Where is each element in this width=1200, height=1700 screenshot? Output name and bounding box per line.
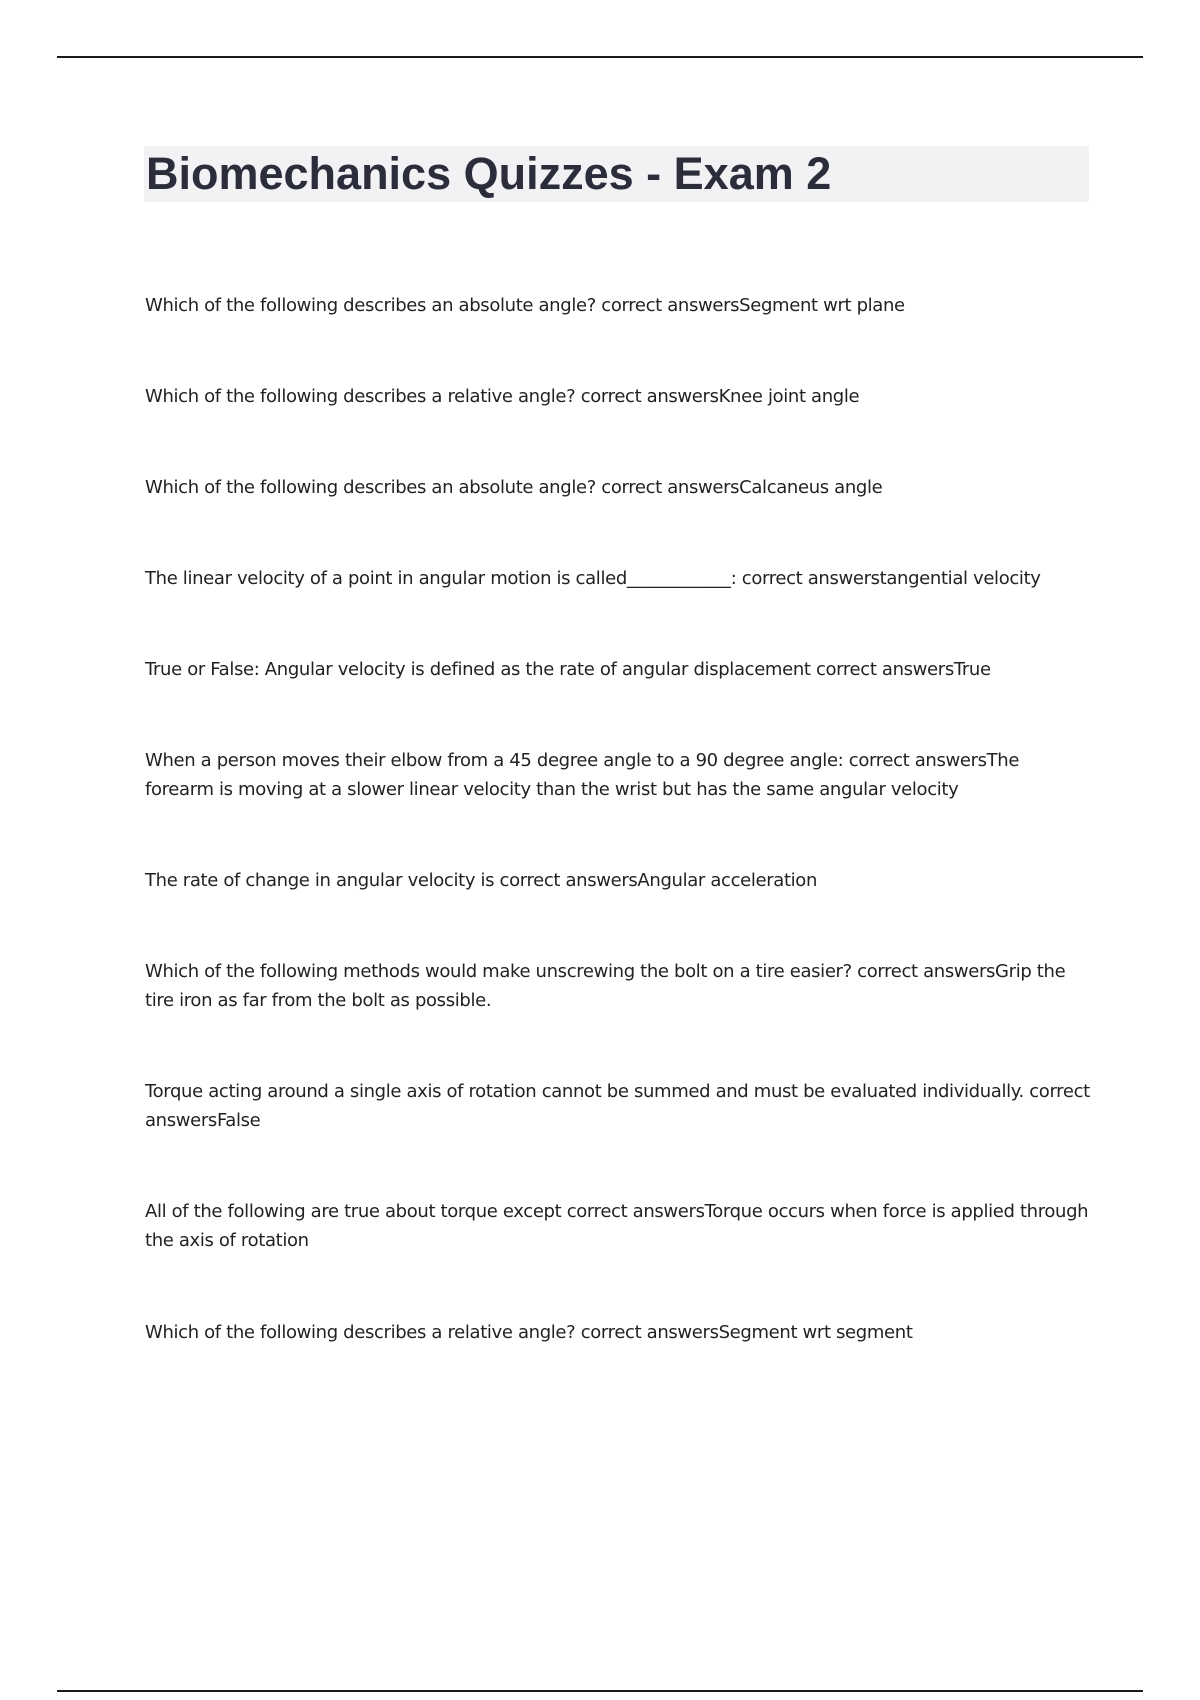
question-answer-10: All of the following are true about torque except correct answersTorque occurs when force is applied through the axis of rotation — [145, 1201, 1089, 1251]
top-rule — [57, 56, 1143, 58]
question-answer-7: The rate of change in angular velocity is correct answersAngular acceleration — [145, 870, 818, 891]
question-answer-2: Which of the following describes a relative angle? correct answersKnee joint angle — [145, 386, 860, 407]
question-answer-6: When a person moves their elbow from a 45 degree angle to a 90 degree angle: correct answersThe forearm is moving at a slower linear velocity than the wrist but has the same angular velocity — [145, 750, 1020, 800]
question-answer-3: Which of the following describes an absolute angle? correct answersCalcaneus angle — [145, 477, 883, 498]
document-title: Biomechanics Quizzes - Exam 2 — [146, 148, 832, 199]
question-answer-5: True or False: Angular velocity is defined as the rate of angular displacement correct answersTrue — [145, 659, 991, 680]
bottom-rule — [57, 1690, 1143, 1692]
question-answer-11: Which of the following describes a relative angle? correct answersSegment wrt segment — [145, 1322, 913, 1343]
question-answer-8: Which of the following methods would make unscrewing the bolt on a tire easier? correct answersGrip the tire iron as far from the bolt as possible. — [145, 961, 1066, 1011]
question-answer-4: The linear velocity of a point in angular motion is called____________: correct answerstangential velocity — [145, 568, 1041, 589]
question-answer-1: Which of the following describes an absolute angle? correct answersSegment wrt plane — [145, 295, 905, 316]
question-answer-9: Torque acting around a single axis of rotation cannot be summed and must be evaluated individually. correct answersFalse — [145, 1081, 1090, 1131]
